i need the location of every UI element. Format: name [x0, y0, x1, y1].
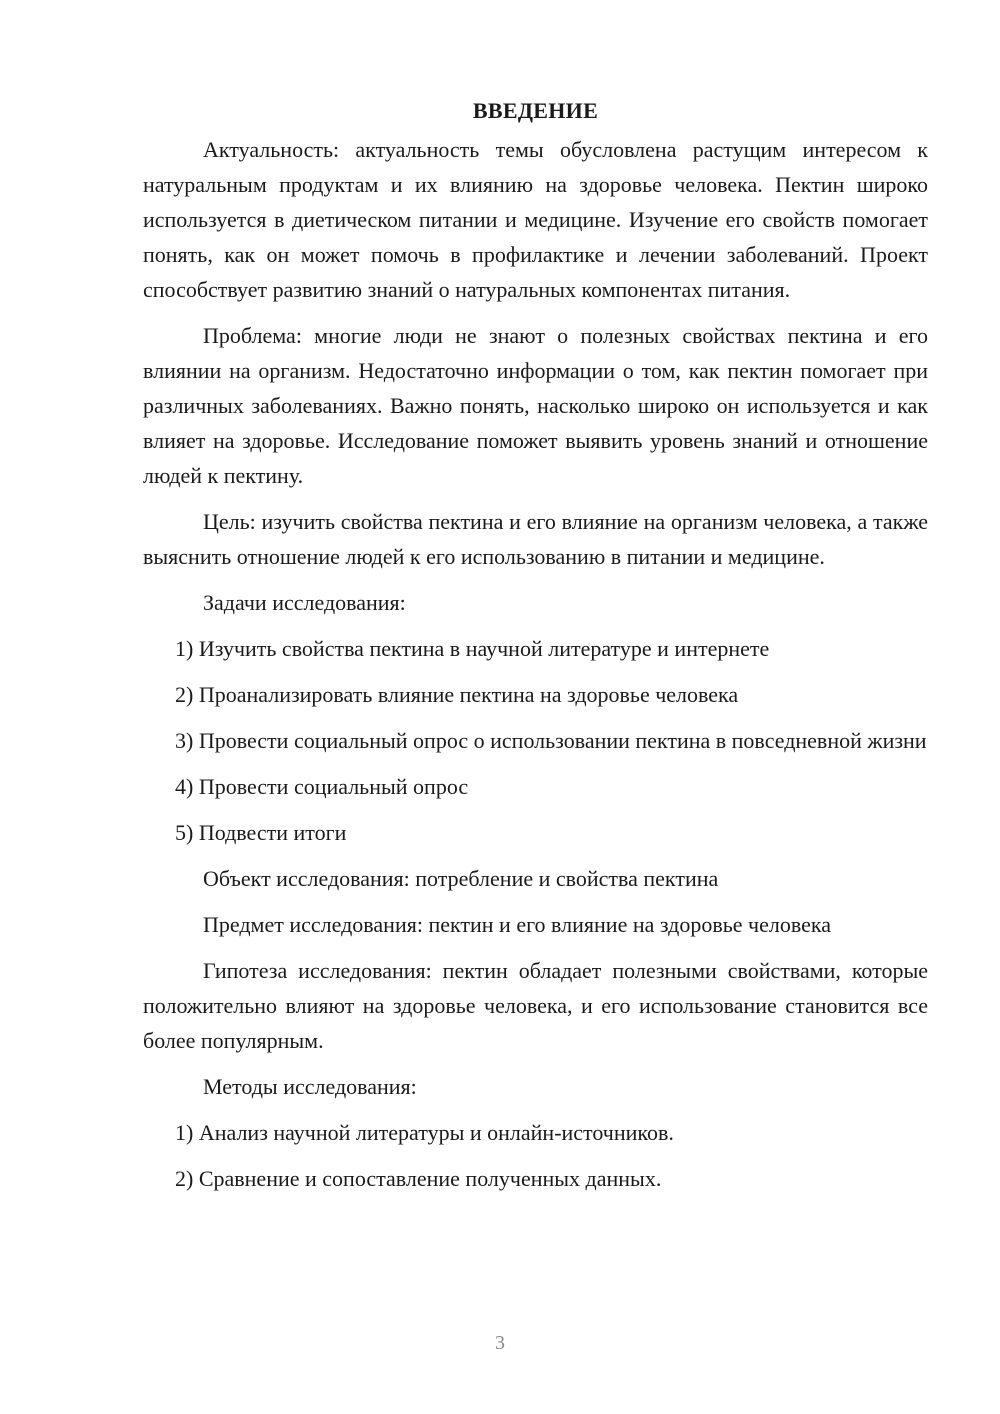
page-title: ВВЕДЕНИЕ: [472, 98, 599, 123]
method-item-1: 1) Анализ научной литературы и онлайн-источников.: [175, 1120, 674, 1145]
methods-heading: Методы исследования:: [203, 1074, 417, 1099]
page-content: [143, 96, 928, 1196]
hypothesis-paragraph: Гипотеза исследования: пектин обладает полезными свойствами, которые положительно влияют на здоровье человека, и его использование становится все более популярным.: [143, 958, 928, 1053]
subject-paragraph: Предмет исследования: пектин и его влияние на здоровье человека: [203, 912, 831, 937]
tasks-heading: Задачи исследования:: [203, 590, 406, 615]
task-item-3: 3) Провести социальный опрос о использовании пектина в повседневной жизни: [175, 728, 927, 753]
task-item-2: 2) Проанализировать влияние пектина на здоровье человека: [175, 682, 739, 707]
object-paragraph: Объект исследования: потребление и свойства пектина: [203, 866, 719, 891]
goal-paragraph: Цель: изучить свойства пектина и его влияние на организм человека, а также выяснить отношение людей к его использованию в питании и медицине.: [143, 509, 928, 569]
task-item-1: 1) Изучить свойства пектина в научной литературе и интернете: [175, 636, 770, 661]
task-item-5: 5) Подвести итоги: [175, 820, 347, 845]
task-item-4: 4) Провести социальный опрос: [175, 774, 469, 799]
problem-paragraph: Проблема: многие люди не знают о полезных свойствах пектина и его влиянии на организм. Недостаточно информации о том, как пектин помогает при различных заболеваниях. Важно понять, насколько широко он используется и как влияет на здоровье. Исследование поможет выявить уровень знаний и отношение людей к пектину.: [143, 323, 928, 488]
relevance-paragraph: Актуальность: актуальность темы обусловлена растущим интересом к натуральным продуктам и их влиянию на здоровье человека. Пектин широко используется в диетическом питании и медицине. Изучение его свойств помогает понять, как он может помочь в профилактике и лечении заболеваний. Проект способствует развитию знаний о натуральных компонентах питания.: [143, 137, 928, 302]
page-number: 3: [495, 1332, 505, 1354]
method-item-2: 2) Сравнение и сопоставление полученных данных.: [175, 1166, 662, 1191]
